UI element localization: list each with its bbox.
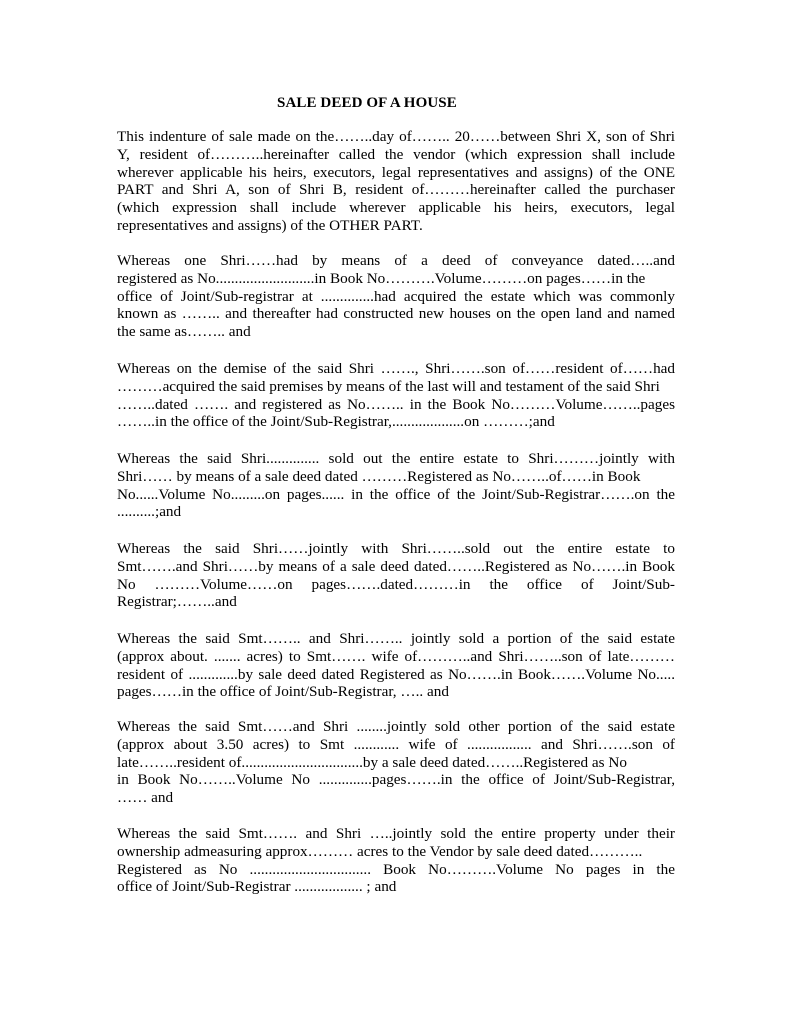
paragraph-whereas-7 [117,825,675,896]
text-line: Whereas the said Shri……jointly with Shri……..sold out the entire estate to [117,540,675,557]
paragraph-whereas-3 [117,450,675,521]
text-line: Y, resident of………..hereinafter called the vendor (which expression shall include [117,145,675,163]
paragraph-indenture [117,128,675,235]
text-line: No......Volume No.........on pages...... in the office of the Joint/Sub-Registrar…….on the [117,485,675,503]
text-line: Whereas the said Smt……and Shri ........jointly sold other portion of the said estate [117,718,675,735]
text-line: known as …….. and thereafter had constructed new houses on the open land and named [117,305,675,323]
text-line: representatives and assigns) of the OTHER PART. [117,216,423,234]
text-line: ..........;and [117,503,182,521]
paragraph-whereas-6 [117,718,675,807]
text-line: ………acquired the said premises by means of the last will and testament of the said Shri [117,377,660,395]
text-line: Whereas the said Smt…….. and Shri…….. jointly sold a portion of the said estate [117,630,675,647]
paragraph-whereas-2 [117,360,675,431]
text-line: This indenture of sale made on the……..day of…….. 20……between Shri X, son of Shri [117,128,675,145]
text-line: Smt…….and Shri……by means of a sale deed dated……..Registered as No…….in Book [117,557,675,575]
text-line: Whereas the said Smt……. and Shri …..jointly sold the entire property under their [117,825,675,842]
text-line: pages……in the office of Joint/Sub-Registrar, ….. and [117,683,449,701]
text-line: ……..dated ……. and registered as No…….. in the Book No………Volume……..pages [117,395,675,413]
text-line: in Book No……..Volume No ..............pages…….in the office of Joint/Sub-Registrar, [117,771,675,789]
text-line: Registered as No ................................ Book No……….Volume No pages in the [117,860,675,878]
text-line: Whereas on the demise of the said Shri ……., Shri…….son of……resident of……had [117,360,675,377]
text-line: office of Joint/Sub-registrar at ..............had acquired the estate which was commonly [117,287,675,305]
text-line: PART and Shri A, son of Shri B, resident of………hereinafter called the purchaser [117,181,675,199]
text-line: (approx about. ....... acres) to Smt……. wife of………..and Shri……..son of late……… [117,647,675,665]
text-line: …… and [117,789,174,807]
text-line: office of Joint/Sub-Registrar .................. ; and [117,878,397,896]
text-line: Whereas the said Shri.............. sold out the entire estate to Shri………jointly with [117,450,675,467]
text-line: resident of .............by sale deed dated Registered as No…….in Book…….Volume No..... [117,665,675,683]
paragraph-whereas-4 [117,540,675,611]
text-line: No ………Volume……on pages…….dated………in the office of Joint/Sub- [117,575,675,593]
text-line: late……..resident of................................by a sale deed dated……..Registered as No [117,753,627,771]
text-line: the same as…….. and [117,323,251,341]
text-line: Shri…… by means of a sale deed dated ………Registered as No……..of……in Book [117,467,641,485]
paragraph-whereas-5 [117,630,675,701]
text-line: ownership admeasuring approx……… acres to the Vendor by sale deed dated……….. [117,842,643,860]
text-line: ……..in the office of the Joint/Sub-Registrar,...................on ………;and [117,413,555,431]
text-line: registered as No..........................in Book No……….Volume………on pages……in the [117,269,646,287]
text-line: (approx about 3.50 acres) to Smt ............ wife of ................. and Shri…….son of [117,735,675,753]
text-line: wherever applicable his heirs, executors, legal representatives and assigns) of the ONE [117,163,675,181]
text-line: Whereas one Shri……had by means of a deed of conveyance dated…..and [117,252,675,269]
document-title: SALE DEED OF A HOUSE [277,95,457,111]
text-line: Registrar;……..and [117,593,237,611]
paragraph-whereas-1 [117,252,675,341]
text-line: (which expression shall include wherever applicable his heirs, executors, legal [117,199,675,217]
